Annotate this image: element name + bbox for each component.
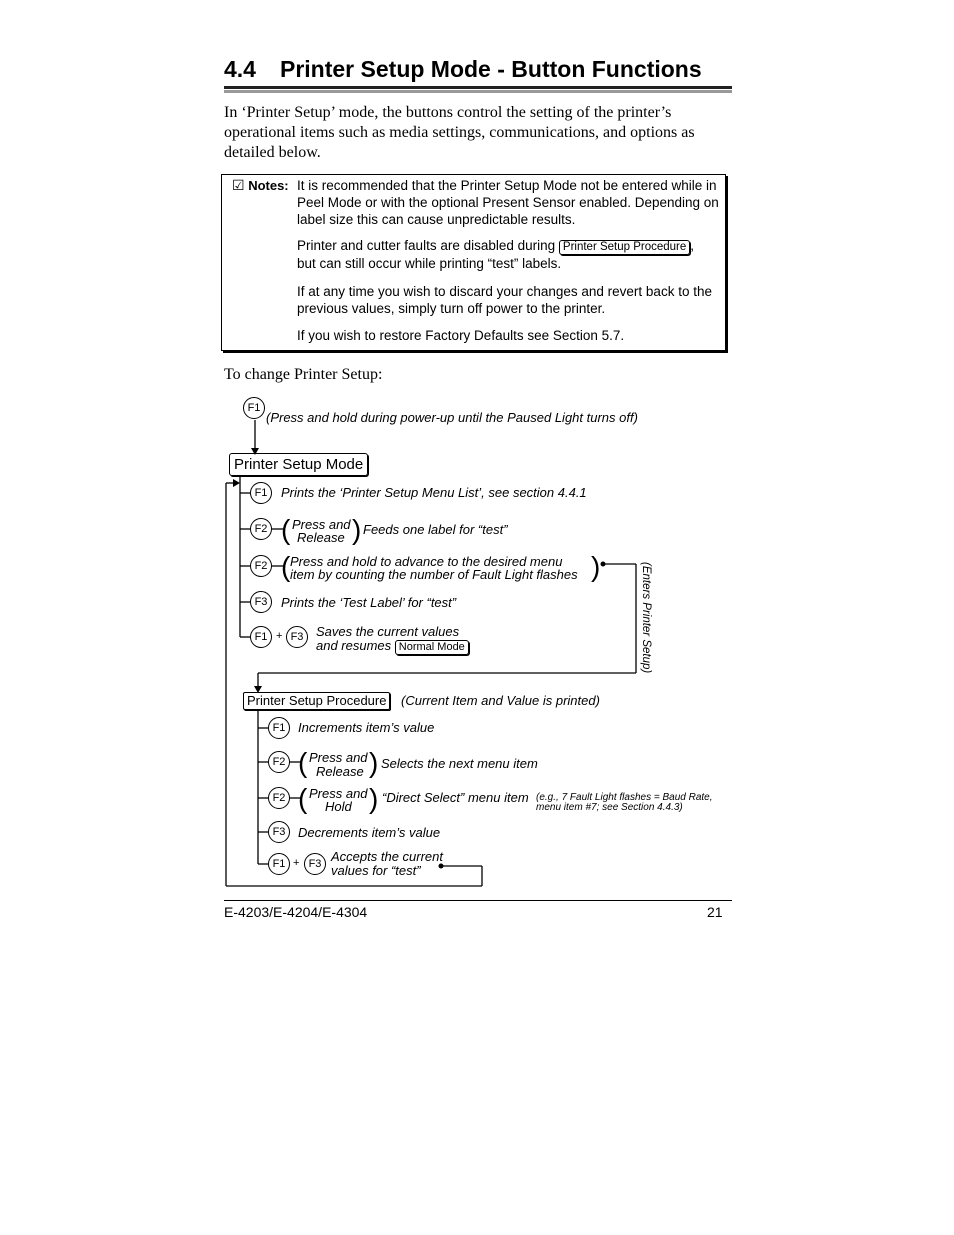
mode-row-f2-text: Feeds one label for “test” [363, 522, 508, 537]
open-paren-icon: ( [298, 783, 308, 814]
connector-dot [439, 864, 444, 869]
open-paren-icon: ( [281, 514, 291, 545]
note-2-boxed-label: Printer Setup Procedure [559, 240, 690, 255]
printer-setup-mode-box: Printer Setup Mode [229, 453, 368, 476]
f2-key-icon: F2 [268, 751, 290, 773]
note-3: If at any time you wish to discard your changes and revert back to the previous values, simply turn off power to the printer. [297, 284, 712, 316]
normal-mode-box: Normal Mode [395, 640, 469, 655]
close-paren-icon: ) [352, 514, 362, 545]
save-line2-text: and resumes [316, 638, 392, 653]
f2-key-icon: F2 [250, 555, 272, 577]
start-instruction: (Press and hold during power-up until the Paused Light turns off) [266, 410, 638, 425]
press-release-line1: Press and [292, 517, 351, 532]
accept-line2: values for “test” [331, 863, 421, 878]
plus-sign: + [293, 857, 300, 869]
f1-key-icon: F1 [250, 482, 272, 504]
press-hold-line1: Press and [309, 786, 368, 801]
section-title: Printer Setup Mode - Button Functions [280, 56, 702, 82]
open-paren-icon: ( [281, 551, 291, 582]
footer-model: E-4203/E-4204/E-4304 [224, 904, 368, 920]
enters-printer-setup-label: (Enters Printer Setup) [640, 562, 652, 674]
note-2-line2: but can still occur while printing “test” labels. [297, 256, 562, 271]
mode-row-f1-text: Prints the ‘Printer Setup Menu List’, see section 4.4.1 [281, 485, 587, 500]
open-paren-icon: ( [298, 747, 308, 778]
f3-key-icon: F3 [286, 626, 308, 648]
printer-setup-procedure-box: Printer Setup Procedure [243, 692, 390, 710]
f2-key-icon: F2 [268, 787, 290, 809]
f3-key-icon: F3 [250, 591, 272, 613]
note-1: It is recommended that the Printer Setup Mode not be entered while in Peel Mode or with the optional Present Sensor enabled. Depending on label size this can cause unpredictable results. [297, 178, 719, 227]
close-paren-icon: ) [369, 747, 379, 778]
f1-key-icon: F1 [250, 626, 272, 648]
procedure-note: (Current Item and Value is printed) [401, 693, 600, 708]
press-hold-line2: Hold [325, 799, 352, 814]
proc-row-f2-text: Selects the next menu item [381, 756, 538, 771]
page-number: 21 [707, 904, 723, 920]
plus-sign: + [276, 630, 283, 642]
section-number: 4.4 [224, 56, 256, 82]
press-hold-line1: Press and hold to advance to the desired menu [290, 554, 563, 569]
note-2-comma: , [690, 238, 695, 253]
footer-rule [224, 900, 732, 901]
proc-row-f1-text: Increments item’s value [298, 720, 435, 735]
save-line2 [316, 639, 469, 655]
to-change-text: To change Printer Setup: [224, 366, 383, 383]
f3-key-icon: F3 [268, 821, 290, 843]
press-hold-line2: item by counting the number of Fault Light flashes [290, 567, 578, 582]
connector-dot [601, 562, 606, 567]
f3-key-icon: F3 [304, 853, 326, 875]
direct-select-example-line1: (e.g., 7 Fault Light flashes = Baud Rate, [536, 792, 713, 803]
f1-key-icon: F1 [268, 717, 290, 739]
notes-label-text: Notes: [248, 178, 289, 193]
checkbox-icon: ☑ [232, 177, 245, 193]
press-release-line2: Release [316, 764, 364, 779]
close-paren-icon: ) [591, 551, 601, 582]
accept-line1: Accepts the current [331, 849, 443, 864]
save-line1: Saves the current values [316, 624, 460, 639]
press-release-line2: Release [297, 530, 345, 545]
f1-key-icon: F1 [268, 853, 290, 875]
f2-key-icon: F2 [250, 518, 272, 540]
note-2-text: Printer and cutter faults are disabled during [297, 238, 559, 253]
intro-paragraph: In ‘Printer Setup’ mode, the buttons control the setting of the printer’s operational items such as media settings, communications, and options as detailed below. [224, 104, 695, 161]
press-release-line1: Press and [309, 750, 368, 765]
mode-row-f3-text: Prints the ‘Test Label’ for “test” [281, 595, 457, 610]
proc-row-f3-text: Decrements item’s value [298, 825, 441, 840]
direct-select-example-line2: menu item #7; see Section 4.4.3) [536, 802, 683, 813]
f1-key-icon: F1 [243, 397, 265, 419]
close-paren-icon: ) [369, 783, 379, 814]
note-4: If you wish to restore Factory Defaults see Section 5.7. [297, 328, 625, 343]
proc-row-direct-select-text: “Direct Select” menu item [382, 790, 529, 805]
